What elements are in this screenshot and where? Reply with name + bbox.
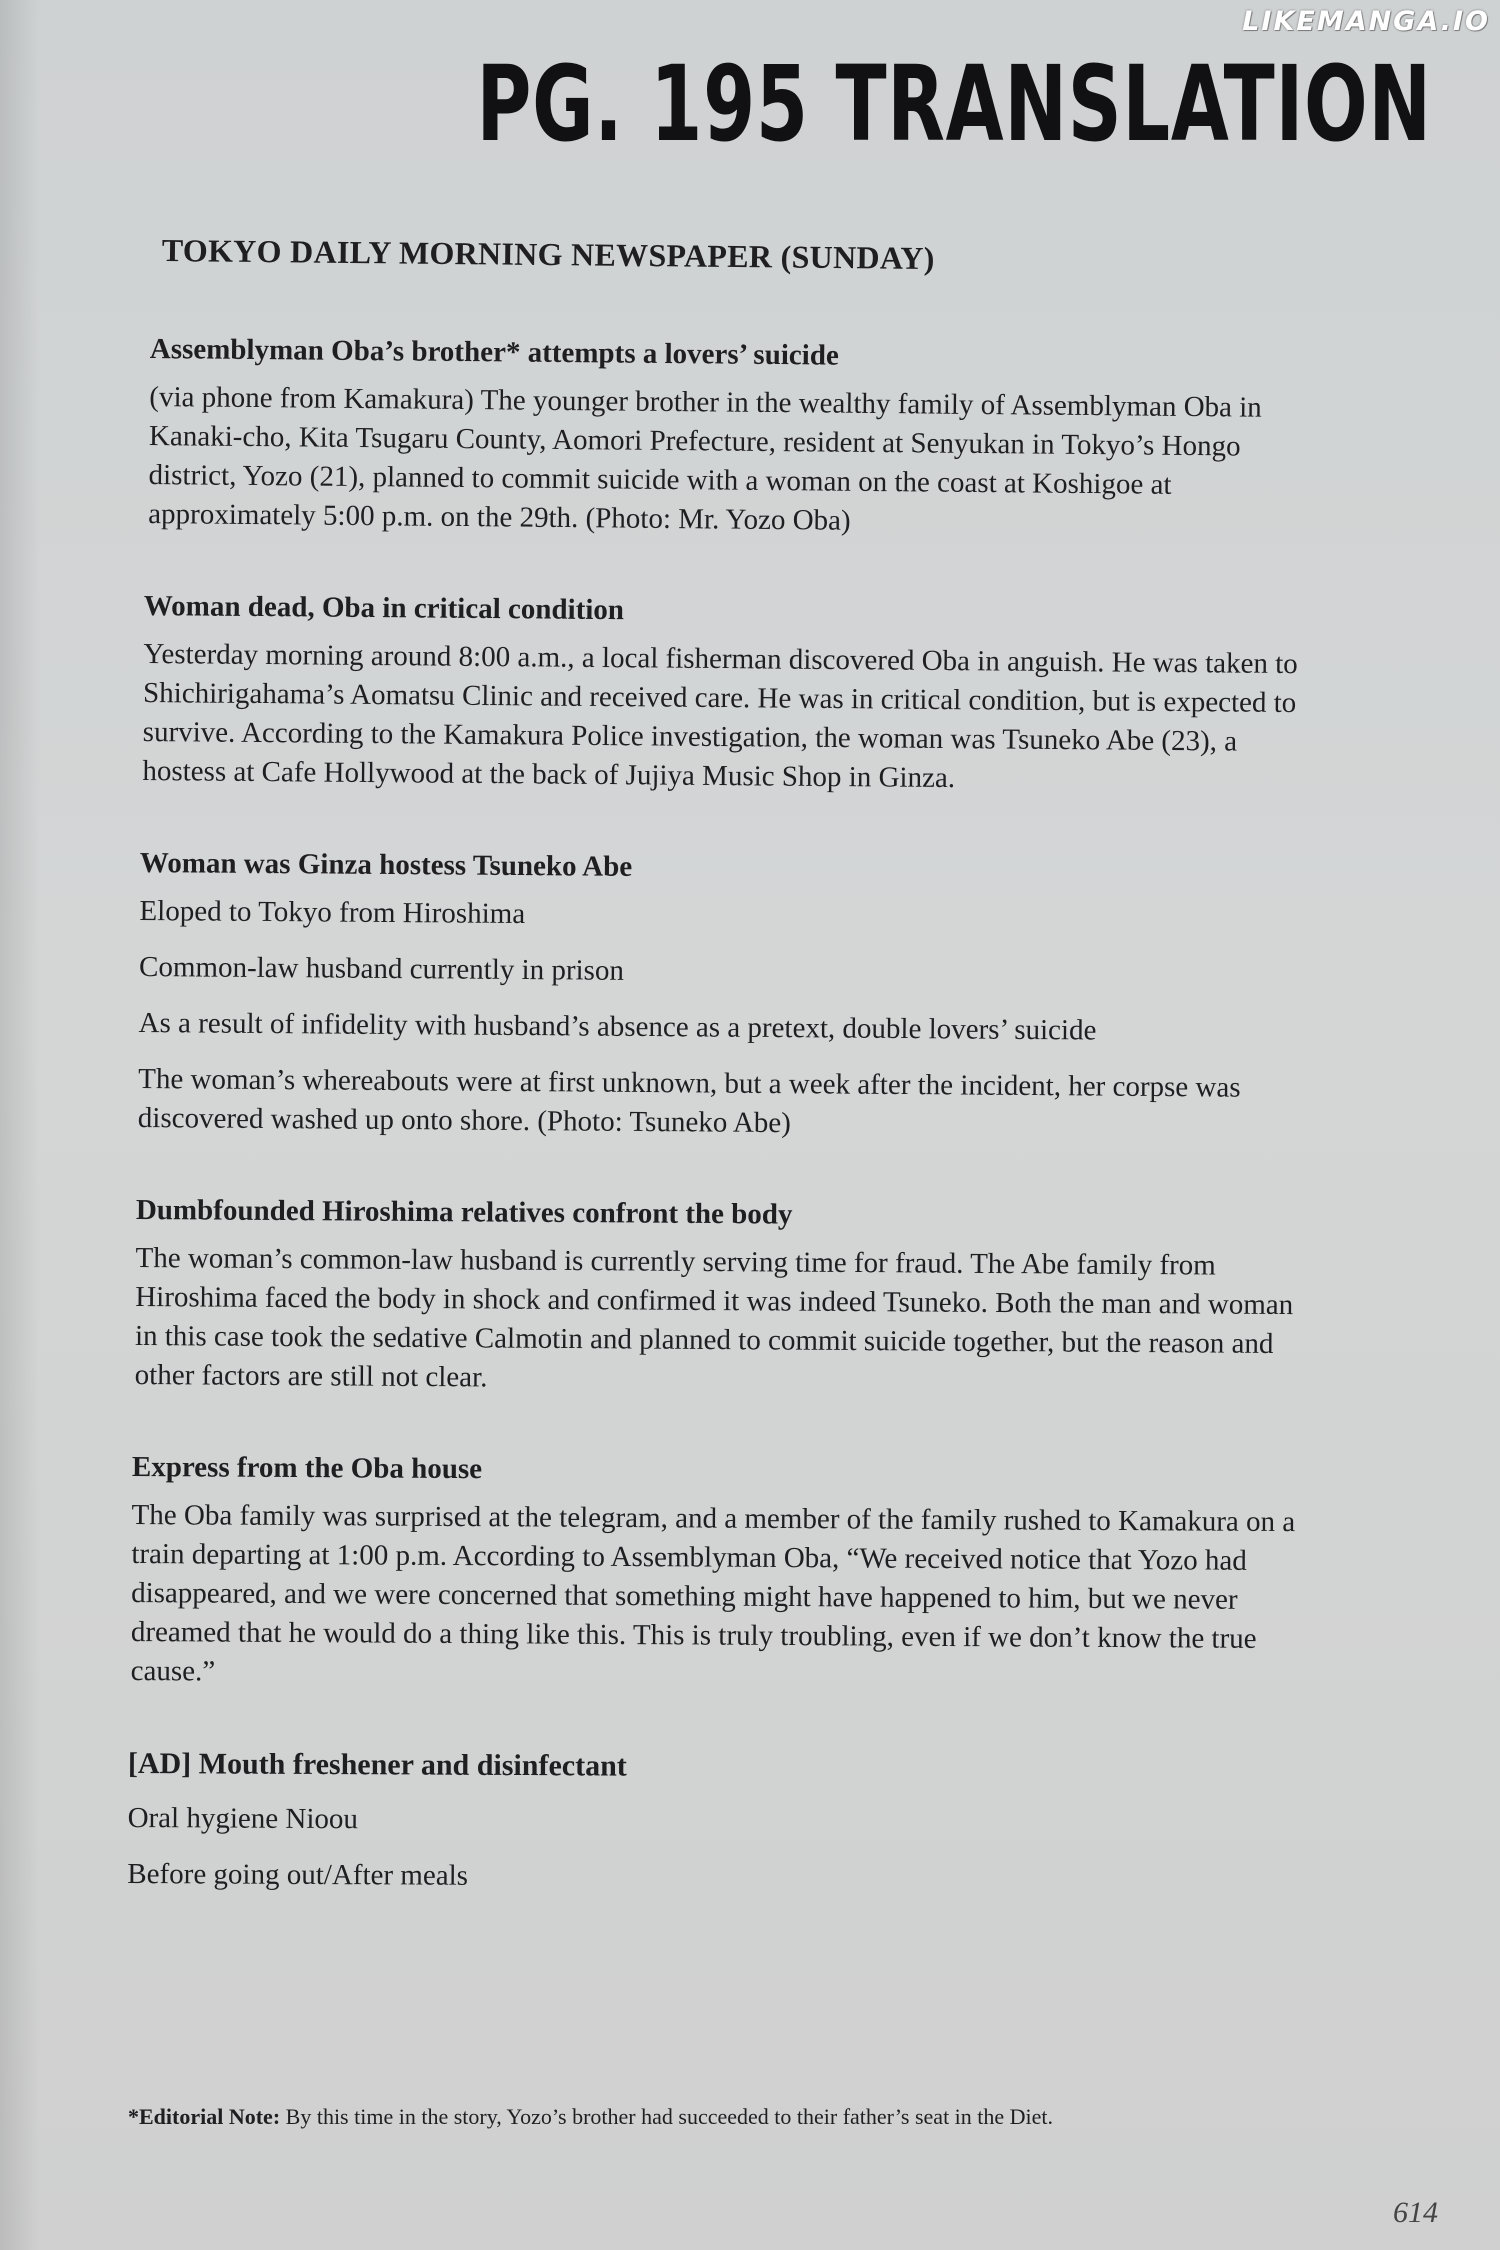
article-headline: Dumbfounded Hiroshima relatives confront the body [135, 1194, 793, 1231]
article-body: The woman’s common-law husband is currently serving time for fraud. The Abe family from Hiroshima faced the body in shock and confirmed it was indeed Tsuneko. Both the man and woman in this case took the sedative Calmotin and planned to commit suicide together, but the reason and other factors are still not clear. [134, 1241, 1294, 1394]
article-headline: Express from the Oba house [131, 1451, 483, 1486]
article-headline: Woman dead, Oba in critical condition [143, 590, 625, 627]
ad-line: Oral hygiene Nioou [127, 1801, 359, 1836]
article-body: The woman’s whereabouts were at first unknown, but a week after the incident, her corpse was discovered washed up onto shore. (Photo: Tsuneko Abe) [137, 1062, 1241, 1140]
footnote-text: By this time in the story, Yozo’s brother had succeeded to their father’s seat in the Diet. [280, 2104, 1054, 2129]
article-3 [138, 847, 1330, 1147]
article-subline: Eloped to Tokyo from Hiroshima [139, 894, 526, 931]
page-shadow [0, 0, 40, 2250]
article-body: Yesterday morning around 8:00 a.m., a local fisherman discovered Oba in anguish. He was taken to Shichirigahama’s Aomatsu Clinic and received care. He was in critical condition, but is expected to survive. According to the Kamakura Police investigation, the woman was Tsuneko Abe (23), a hostess at Cafe Hollywood at the back of Jujiya Music Shop in Ginza. [142, 637, 1298, 795]
article-subline: Common-law husband currently in prison [138, 950, 625, 987]
article-body: (via phone from Kamakura) The younger brother in the wealthy family of Assemblyman Oba in Kanaki-cho, Kita Tsugaru County, Aomori Prefecture, resident at Senyukan in Tokyo’s Hongo district, Yozo (21), planned to commit suicide with a woman on the coast at Koshigoe at approximately 5:00 p.m. on the 29th. (Photo: Mr. Yozo Oba) [148, 380, 1262, 537]
article-headline: Assemblyman Oba’s brother* attempts a lovers’ suicide [149, 333, 839, 372]
site-watermark: LIKEMANGA.IO [1242, 6, 1490, 37]
article-subline: As a result of infidelity with husband’s absence as a pretext, double lovers’ suicide [138, 1006, 1097, 1047]
article-content [127, 232, 1330, 1949]
newspaper-masthead: TOKYO DAILY MORNING NEWSPAPER (SUNDAY) [161, 232, 935, 277]
article-2 [142, 590, 1330, 801]
article-1 [148, 333, 1330, 545]
editorial-footnote [128, 2104, 1378, 2130]
footnote-label: *Editorial Note: [128, 2104, 281, 2129]
article-5 [131, 1451, 1330, 1698]
ad-line: Before going out/After meals [127, 1857, 469, 1892]
article-body: The Oba family was surprised at the telegram, and a member of the family rushed to Kamakura on a train departing at 1:00 p.m. According to Assemblyman Oba, “We received notice that Yozo had disappeared, and we were concerned that something might have happened to him, but we never dreamed that he would do a thing like this. This is truly troubling, even if we don’t know the true cause.” [130, 1498, 1296, 1688]
ad-title: [AD] Mouth freshener and disinfectant [127, 1747, 627, 1783]
page-number: 614 [1393, 2196, 1438, 2229]
article-4 [135, 1194, 1330, 1403]
page-title: PG. 195 TRANSLATION [476, 43, 1432, 165]
article-headline: Woman was Ginza hostess Tsuneko Abe [139, 847, 633, 883]
advertisement [127, 1747, 1330, 1899]
